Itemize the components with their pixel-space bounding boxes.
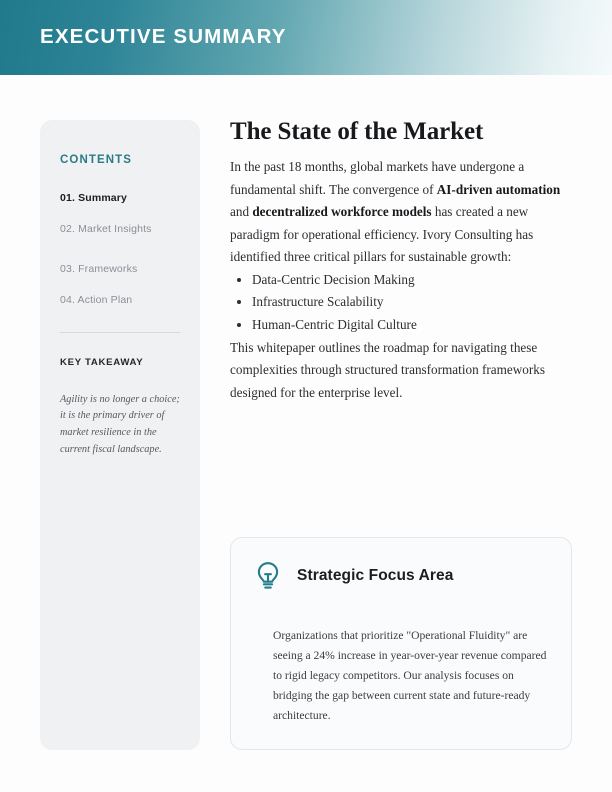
callout-body-text: Organizations that prioritize "Operational Fluidity" are seeing a 24% increase in year-over-year revenue compared to rigid legacy competitors. Our analysis focuses on bridging the gap between current state and future-ready architecture.	[273, 629, 547, 722]
page-header	[0, 0, 612, 75]
closing-paragraph: This whitepaper outlines the roadmap for navigating these complexities through structured transformation frameworks designed for the enterprise level.	[230, 339, 545, 400]
sidebar-item-action-plan[interactable]: 04. Action Plan	[60, 293, 133, 306]
key-takeaway-text: Agility is no longer a choice; it is the primary driver of market resilience in the current fiscal landscape.	[60, 393, 180, 455]
sidebar-divider	[60, 332, 180, 333]
list-item: • Data-Centric Decision Making	[252, 269, 572, 292]
table-of-contents	[60, 192, 180, 308]
sidebar-item-market-insights[interactable]: 02. Market Insights	[60, 222, 152, 235]
intro-bold-2: decentralized workforce models	[252, 204, 432, 220]
callout-header	[253, 560, 549, 592]
lightbulb-icon	[253, 560, 283, 592]
intro-text-1: In the past 18 months, global markets have undergone a fundamental shift. The convergence of	[230, 159, 525, 197]
strategic-focus-card	[230, 537, 572, 750]
contents-heading: CONTENTS	[60, 154, 133, 166]
sidebar-item-summary[interactable]: 01. Summary	[60, 192, 128, 204]
sidebar	[40, 120, 200, 750]
callout-title: Strategic Focus Area	[297, 567, 454, 584]
intro-paragraph	[230, 156, 572, 269]
list-item: • Human-Centric Digital Culture	[252, 314, 572, 337]
intro-bold-1: AI-driven automation	[436, 181, 561, 197]
main-content	[230, 118, 572, 404]
section-title: The State of the Market	[230, 118, 484, 145]
list-item: • Infrastructure Scalability	[252, 291, 572, 314]
sidebar-item-frameworks[interactable]: 03. Frameworks	[60, 263, 138, 276]
intro-text-2: and	[230, 204, 253, 220]
page-title: EXECUTIVE SUMMARY	[40, 25, 287, 48]
key-takeaway-heading: KEY TAKEAWAY	[60, 356, 144, 368]
pillars-list	[230, 269, 572, 337]
intro-text-3: has created a new paradigm for operational efficiency. Ivory Consulting has identified three critical pillars for sustainable growth:	[230, 204, 534, 265]
